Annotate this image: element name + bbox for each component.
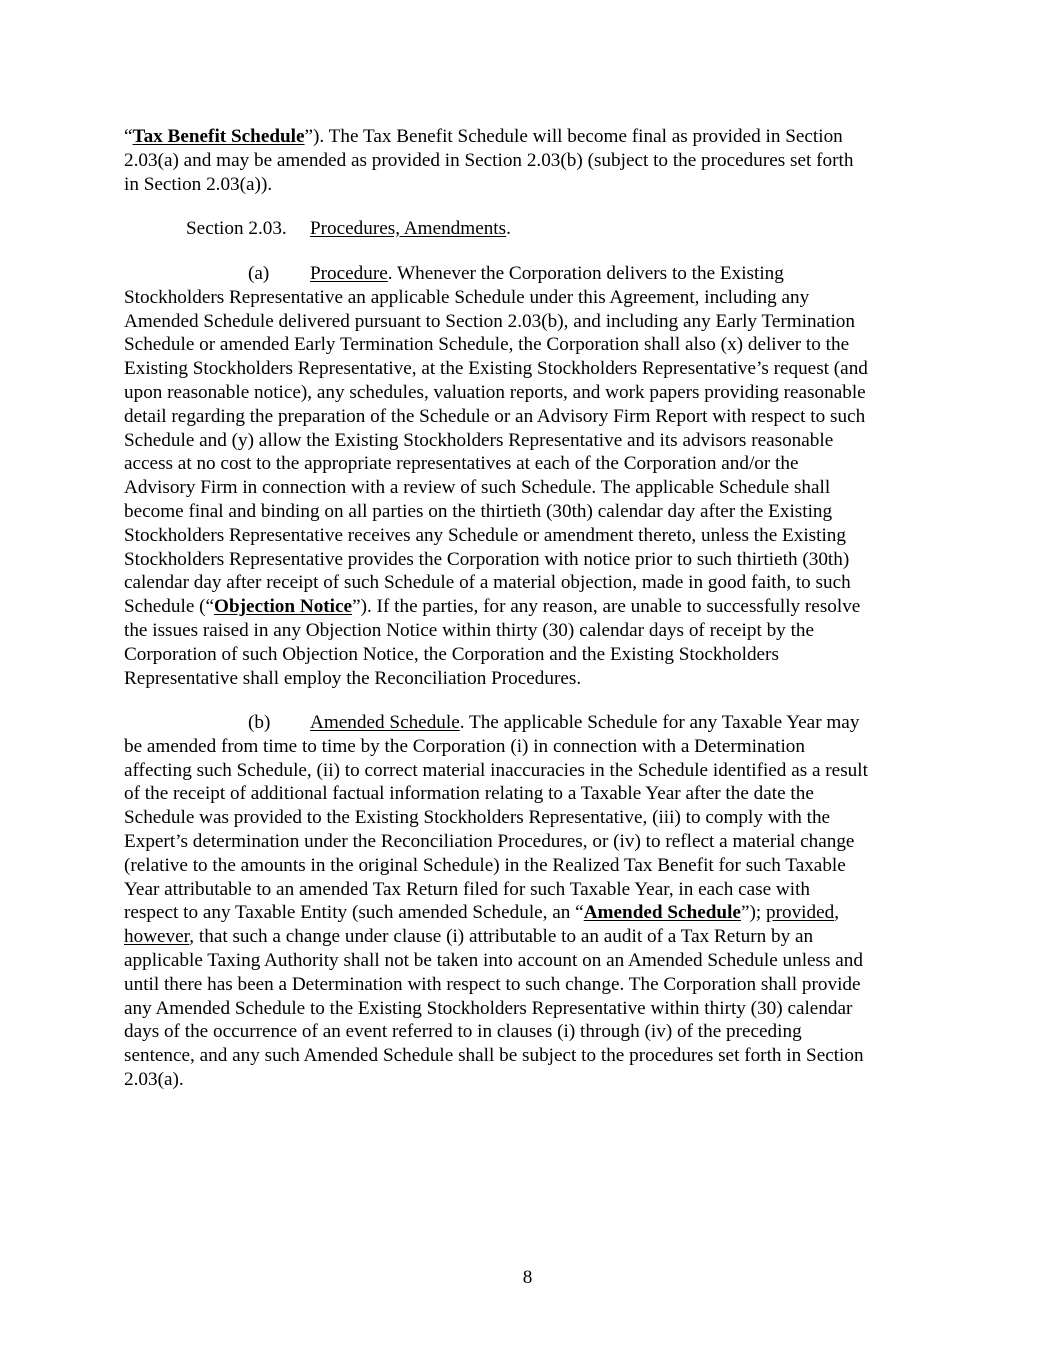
open-quote: “ xyxy=(124,126,133,147)
paragraph-b-line-1-text: . The applicable Schedule for any Taxable Year may xyxy=(459,712,860,733)
paragraph-line: until there has been a Determination with respect to such change. The Corporation shall provide xyxy=(124,973,861,995)
page-number: 8 xyxy=(522,1267,533,1288)
however-trail-text: , that such a change under clause (i) attributable to an audit of a Tax Return by an xyxy=(189,926,814,948)
however-term: however xyxy=(124,926,190,948)
paragraph-line: Year attributable to an amended Tax Return filed for such Taxable Year, in each case with xyxy=(124,878,811,900)
paragraph-line: Stockholders Representative receives any Schedule or amendment thereto, unless the Existing xyxy=(124,524,846,546)
paragraph-line: (relative to the amounts in the original Schedule) in the Realized Tax Benefit for such Taxable xyxy=(124,854,846,876)
paragraph-line: applicable Taxing Authority shall not be taken into account on an Amended Schedule unless and xyxy=(124,949,863,971)
defined-term-objection-notice: Objection Notice xyxy=(214,596,353,618)
paragraph-b-heading: Amended Schedule xyxy=(310,712,460,733)
paragraph-line: the issues raised in any Objection Notice within thirty (30) calendar days of receipt by the xyxy=(124,619,815,641)
comma: , xyxy=(834,902,840,924)
paragraph-line: Amended Schedule delivered pursuant to Section 2.03(b), and including any Early Termination xyxy=(124,310,855,332)
paragraph-line: 2.03(a). xyxy=(124,1068,184,1090)
paragraph-line: Stockholders Representative an applicable Schedule under this Agreement, including any xyxy=(124,286,810,308)
paragraph-line: access at no cost to the appropriate representatives at each of the Corporation and/or the xyxy=(124,453,799,475)
paragraph-a-label: (a) xyxy=(248,263,270,284)
paragraph-line: Expert’s determination under the Reconciliation Procedures, or (iv) to reflect a material change xyxy=(124,830,855,852)
defined-term-tax-benefit-schedule: Tax Benefit Schedule xyxy=(132,126,305,147)
intro-line-1 xyxy=(124,125,934,149)
term-trail-text: ”); xyxy=(740,902,766,924)
paragraph-line: Schedule and (y) allow the Existing Stockholders Representative and its advisors reasonable xyxy=(124,429,834,451)
paragraph-line: calendar day after receipt of such Schedule of a material objection, made in good faith, to such xyxy=(124,572,851,594)
term-trail-text: ”). If the parties, for any reason, are unable to successfully resolve xyxy=(352,596,861,618)
paragraph-line xyxy=(124,595,934,619)
paragraph-line: Stockholders Representative provides the Corporation with notice prior to such thirtieth (30th) xyxy=(124,548,850,570)
intro-line-1-text: ”). The Tax Benefit Schedule will become final as provided in Section xyxy=(304,126,843,147)
paragraph-line: Schedule or amended Early Termination Schedule, the Corporation shall also (x) deliver to the xyxy=(124,334,850,356)
paragraph-line: affecting such Schedule, (ii) to correct material inaccuracies in the Schedule identified as a result xyxy=(124,759,868,781)
term-lead-text: Schedule (“ xyxy=(124,596,215,618)
paragraph-line: Existing Stockholders Representative, at the Existing Stockholders Representative’s request (and xyxy=(124,358,868,380)
intro-line-2: 2.03(a) and may be amended as provided in Section 2.03(b) (subject to the procedures set forth xyxy=(124,149,854,171)
paragraph-a-line-1 xyxy=(124,262,934,286)
provided-term: provided xyxy=(766,902,835,924)
paragraph-line xyxy=(124,901,934,925)
paragraph-line: be amended from time to time by the Corporation (i) in connection with a Determination xyxy=(124,735,805,757)
paragraph-a-heading: Procedure xyxy=(310,263,388,284)
term-lead-text: respect to any Taxable Entity (such amended Schedule, an “ xyxy=(124,902,584,924)
paragraph-line: of the receipt of additional factual information relating to a Taxable Year after the date the xyxy=(124,783,814,805)
intro-paragraph xyxy=(124,125,934,196)
section-number: Section 2.03. xyxy=(186,218,287,239)
section-heading xyxy=(186,217,996,241)
defined-term-amended-schedule: Amended Schedule xyxy=(583,902,741,924)
section-title-period: . xyxy=(506,218,511,239)
paragraph-line: detail regarding the preparation of the Schedule or an Advisory Firm Report with respect to such xyxy=(124,405,866,427)
paragraph-line: days of the occurrence of an event referred to in clauses (i) through (iv) of the preceding xyxy=(124,1021,802,1043)
paragraph-line: Representative shall employ the Reconciliation Procedures. xyxy=(124,667,582,689)
paragraph-line: any Amended Schedule to the Existing Stockholders Representative within thirty (30) calendar xyxy=(124,997,853,1019)
paragraph-b-line-1 xyxy=(124,711,934,735)
paragraph-line: become final and binding on all parties on the thirtieth (30th) calendar day after the Existing xyxy=(124,500,833,522)
paragraph-line: Corporation of such Objection Notice, the Corporation and the Existing Stockholders xyxy=(124,643,779,665)
paragraph-line: sentence, and any such Amended Schedule shall be subject to the procedures set forth in Section xyxy=(124,1045,864,1067)
paragraph-a-line-1-text: . Whenever the Corporation delivers to the Existing xyxy=(387,263,784,284)
section-title: Procedures, Amendments xyxy=(310,218,507,239)
paragraph-line: Advisory Firm in connection with a review of such Schedule. The applicable Schedule shall xyxy=(124,477,831,499)
intro-line-3: in Section 2.03(a)). xyxy=(124,173,273,195)
paragraph-a xyxy=(124,262,934,690)
paragraph-line: upon reasonable notice), any schedules, valuation reports, and work papers providing reasonable xyxy=(124,381,866,403)
paragraph-line xyxy=(124,925,934,949)
paragraph-b xyxy=(124,711,934,1092)
paragraph-line: Schedule was provided to the Existing Stockholders Representative, (iii) to comply with the xyxy=(124,807,831,829)
paragraph-b-label: (b) xyxy=(248,712,271,733)
